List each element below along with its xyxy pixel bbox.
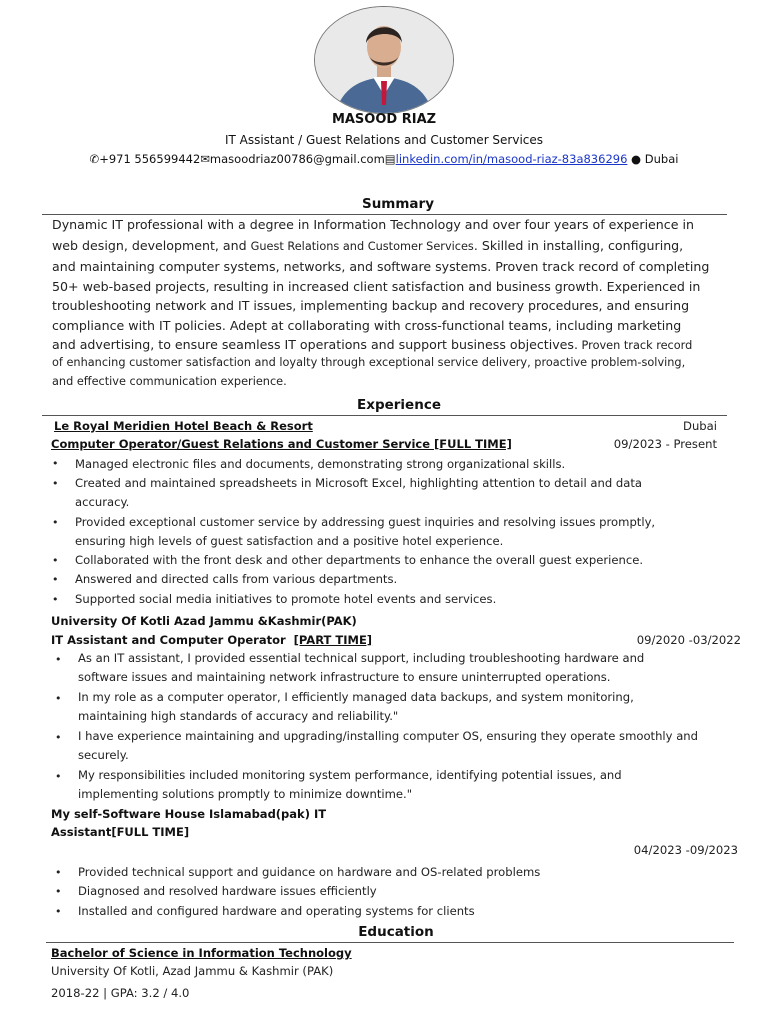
experience-divider bbox=[42, 415, 727, 416]
job-2-bullet-4: My responsibilities included monitoring system performance, identifying potential issues, and bbox=[78, 768, 622, 782]
job-2-dates: 09/2020 -03/2022 bbox=[636, 633, 741, 647]
summary-line-3: and maintaining computer systems, networks, and software systems. Proven track record of completing bbox=[52, 259, 710, 274]
summary-line-9: and effective communication experience. bbox=[52, 375, 287, 388]
job-1-bullet-2-cont: accuracy. bbox=[75, 495, 130, 509]
job-2-bullet-3: I have experience maintaining and upgrading/installing computer OS, ensuring they operate smoothly and bbox=[78, 729, 699, 743]
summary-line-6: compliance with IT policies. Adept at collaborating with cross-functional teams, including marketing bbox=[52, 318, 682, 333]
job-2-company: University Of Kotli Azad Jammu &Kashmir(PAK) bbox=[51, 614, 357, 628]
location: Dubai bbox=[644, 152, 679, 166]
candidate-title: IT Assistant / Guest Relations and Customer Services bbox=[224, 133, 544, 147]
job-2-bullet-1-cont: software issues and maintaining network infrastructure to ensure uninterrupted operations. bbox=[78, 670, 611, 684]
job-1-company: Le Royal Meridien Hotel Beach & Resort bbox=[54, 419, 313, 433]
envelope-icon: ✉ bbox=[200, 152, 210, 166]
linkedin-link[interactable]: linkedin.com/in/masood-riaz-83a836296 bbox=[395, 152, 628, 166]
job-3-bullet-2: Diagnosed and resolved hardware issues efficiently bbox=[78, 884, 377, 898]
summary-heading: Summary bbox=[361, 196, 435, 212]
job-3-dates: 04/2023 -09/2023 bbox=[633, 843, 738, 857]
bullet-icon: • bbox=[55, 692, 62, 705]
job-2-bullet-2: In my role as a computer operator, I efficiently managed data backups, and system monitoring, bbox=[78, 690, 634, 704]
candidate-name: MASOOD RIAZ bbox=[331, 112, 437, 127]
job-3-bullet-1: Provided technical support and guidance on hardware and OS-related problems bbox=[78, 865, 541, 879]
job-1-location: Dubai bbox=[683, 419, 717, 433]
job-1-bullet-1: Managed electronic files and documents, demonstrating strong organizational skills. bbox=[75, 457, 566, 471]
bullet-icon: • bbox=[55, 770, 62, 783]
degree-title: Bachelor of Science in Information Technology bbox=[51, 946, 352, 960]
job-1-bullet-3-cont: ensuring high levels of guest satisfaction and a positive hotel experience. bbox=[75, 534, 504, 548]
job-1-bullet-4: Collaborated with the front desk and other departments to enhance the overall guest experience. bbox=[75, 553, 644, 567]
bullet-icon: • bbox=[55, 866, 62, 879]
school-name: University Of Kotli, Azad Jammu & Kashmir (PAK) bbox=[51, 964, 334, 978]
bullet-icon: • bbox=[55, 653, 62, 666]
job-2-role: IT Assistant and Computer Operator [PART TIME] bbox=[51, 633, 373, 647]
bullet-icon: • bbox=[55, 731, 62, 744]
job-2-role-tag: [PART TIME] bbox=[293, 633, 373, 647]
location-icon: ● bbox=[627, 152, 645, 166]
summary-line-7: and advertising, to ensure seamless IT operations and support business objectives. Proven track record bbox=[52, 337, 693, 352]
linkedin-icon: ▤ bbox=[384, 152, 396, 166]
job-2-bullet-1: As an IT assistant, I provided essential technical support, including troubleshooting hardware and bbox=[78, 651, 645, 665]
summary-line-5: troubleshooting network and IT issues, implementing backup and recovery procedures, and ensuring bbox=[52, 298, 690, 313]
job-1-dates: 09/2023 - Present bbox=[613, 437, 717, 451]
bullet-icon: • bbox=[52, 457, 59, 470]
job-1-bullet-6: Supported social media initiatives to promote hotel events and services. bbox=[75, 592, 497, 606]
contact-line bbox=[0, 152, 768, 166]
summary-line-2: web design, development, and Guest Relations and Customer Services. Skilled in installing, configuring, bbox=[52, 238, 684, 253]
experience-heading: Experience bbox=[357, 397, 441, 413]
education-heading: Education bbox=[358, 924, 434, 940]
job-2-bullet-3-cont: securely. bbox=[78, 748, 129, 762]
bullet-icon: • bbox=[55, 905, 62, 918]
bullet-icon: • bbox=[52, 554, 59, 567]
summary-line-4: 50+ web-based projects, resulting in increased client satisfaction and business growth. Experienced in bbox=[52, 279, 701, 294]
phone-number: +971 556599442 bbox=[99, 152, 201, 166]
summary-line-1: Dynamic IT professional with a degree in Information Technology and over four years of experience in bbox=[52, 217, 694, 232]
bullet-icon: • bbox=[52, 477, 59, 490]
job-1-bullet-2: Created and maintained spreadsheets in Microsoft Excel, highlighting attention to detail and data bbox=[75, 476, 643, 490]
bullet-icon: • bbox=[52, 573, 59, 586]
phone-icon: ✆ bbox=[89, 152, 100, 166]
job-2-bullet-4-cont: implementing solutions promptly to minimize downtime." bbox=[78, 787, 413, 801]
bullet-icon: • bbox=[52, 516, 59, 529]
bullet-icon: • bbox=[55, 885, 62, 898]
bullet-icon: • bbox=[52, 593, 59, 606]
job-1-role: Computer Operator/Guest Relations and Customer Service [FULL TIME] bbox=[51, 437, 512, 451]
job-1-bullet-5: Answered and directed calls from various departments. bbox=[75, 572, 398, 586]
person-portrait bbox=[315, 7, 453, 113]
email-address: masoodriaz00786@gmail.com bbox=[209, 152, 385, 166]
job-1-bullet-3: Provided exceptional customer service by addressing guest inquiries and resolving issues promptly, bbox=[75, 515, 656, 529]
job-3-role: Assistant[FULL TIME] bbox=[51, 825, 190, 839]
profile-photo bbox=[314, 6, 454, 114]
summary-line-8: of enhancing customer satisfaction and loyalty through exceptional service delivery, proactive problem-solving, bbox=[52, 356, 686, 369]
job-2-bullet-2-cont: maintaining high standards of accuracy and reliability." bbox=[78, 709, 399, 723]
job-3-company: My self-Software House Islamabad(pak) IT bbox=[51, 807, 327, 821]
job-3-bullet-3: Installed and configured hardware and operating systems for clients bbox=[78, 904, 475, 918]
education-details: 2018-22 | GPA: 3.2 / 4.0 bbox=[51, 986, 190, 1000]
education-divider bbox=[46, 942, 734, 943]
